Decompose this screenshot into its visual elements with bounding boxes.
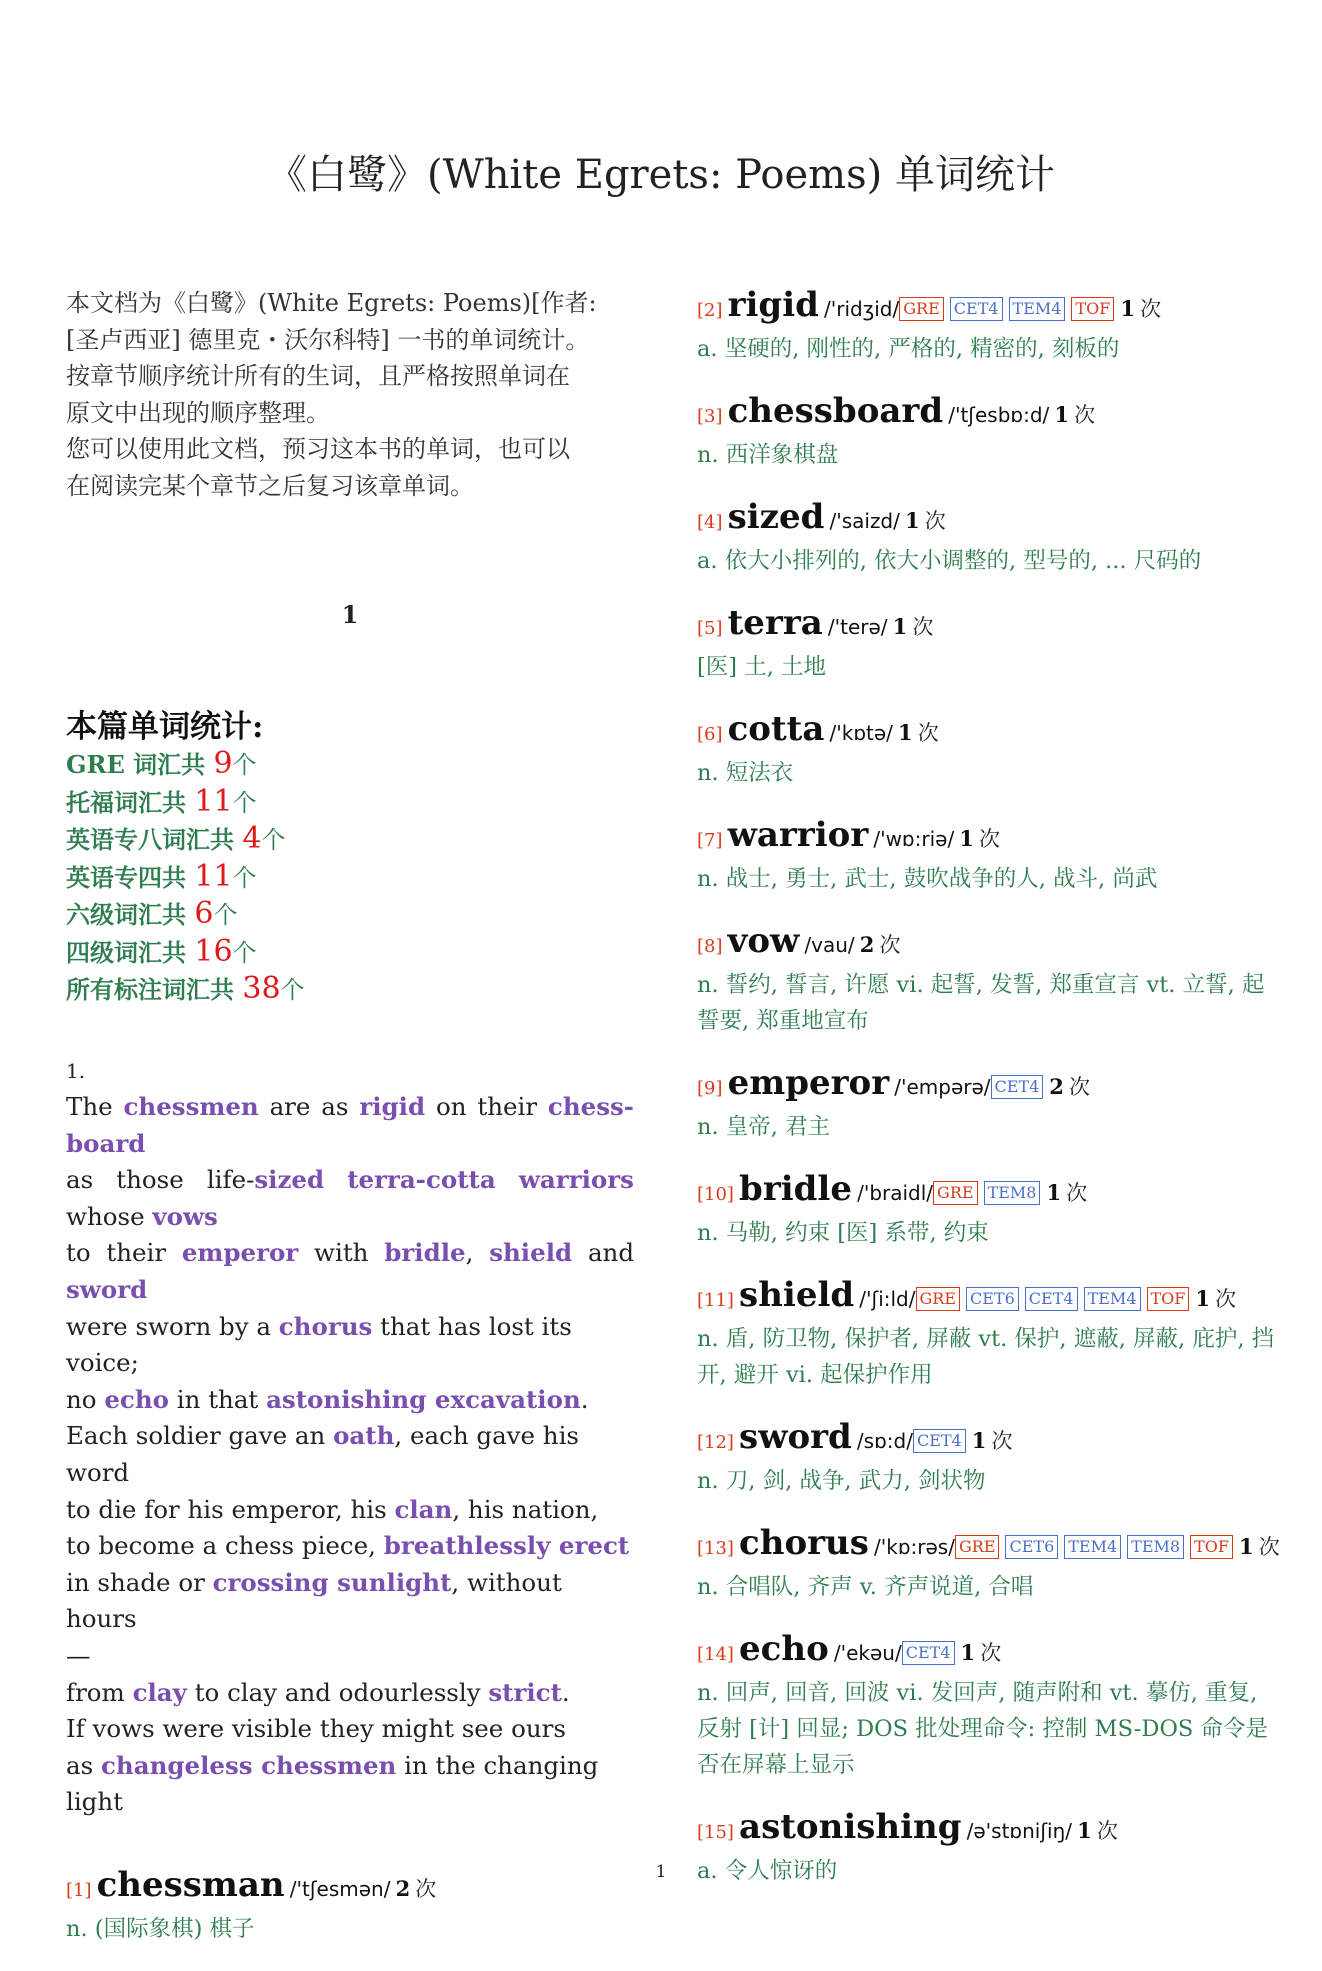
entry-phonetic: /'terə/ — [827, 615, 888, 639]
entry-count-unit: 次 — [991, 1429, 1013, 1453]
vocab-entry — [697, 1417, 1277, 1499]
entry-definition: [医] 土, 土地 — [697, 654, 827, 680]
poem-line — [66, 1565, 634, 1638]
entry-count-unit: 次 — [1215, 1287, 1237, 1311]
entry-word: sword — [739, 1417, 852, 1457]
poem-text — [324, 1165, 347, 1194]
entry-count: 1 — [959, 826, 974, 851]
poem-text: , each gave his word — [66, 1421, 579, 1488]
entry-definition: a. 坚硬的, 刚性的, 严格的, 精密的, 刻板的 — [697, 336, 1120, 362]
entry-count-unit: 次 — [1069, 1075, 1091, 1099]
entry-index: [4] — [697, 512, 723, 533]
highlighted-word: vows — [152, 1201, 218, 1231]
poem-text: to die for his emperor, his — [66, 1494, 395, 1524]
poem-text: were sworn by a — [66, 1311, 279, 1341]
vocab-entry-head — [697, 497, 1277, 543]
entry-count: 2 — [1049, 1074, 1064, 1099]
entry-word: shield — [739, 1275, 855, 1315]
vocab-entry — [697, 709, 1277, 791]
vocab-entry — [697, 1063, 1277, 1145]
page-number: 1 — [655, 1862, 667, 1882]
stats-item — [66, 971, 634, 1009]
entry-word: chessman — [96, 1864, 285, 1905]
exam-tag-badge: CET4 — [902, 1641, 955, 1665]
vocab-entry — [697, 497, 1277, 579]
exam-tag-badge: CET4 — [950, 297, 1003, 321]
poem-line — [66, 1418, 634, 1491]
vocab-entry-head — [697, 709, 1277, 755]
vocab-entry — [697, 603, 1277, 685]
entry-definition: a. 令人惊讶的 — [697, 1858, 838, 1884]
stats-label: 所有标注词汇共 — [66, 975, 243, 1004]
entry-word: rigid — [727, 285, 819, 325]
entry-word: sized — [727, 497, 825, 537]
poem-text: with — [298, 1238, 385, 1268]
entry-count: 1 — [1046, 1180, 1062, 1205]
poem-text — [496, 1165, 519, 1194]
entry-definition: n. 战士, 勇士, 武士, 鼓吹战争的人, 战斗, 尚武 — [697, 866, 1158, 892]
entry-index: [14] — [697, 1644, 734, 1665]
entry-definition: n. 回声, 回音, 回波 vi. 发回声, 随声附和 vt. 摹仿, 重复, 反射 [计] 回显; DOS 批处理命令: 控制 MS-DOS 命令是否在屏幕上显示 — [697, 1680, 1268, 1778]
stats-unit: 个 — [232, 788, 257, 817]
stats-count: 16 — [194, 933, 233, 969]
entry-definition: a. 依大小排列的, 依大小调整的, 型号的, ... 尺码的 — [697, 548, 1202, 574]
vocab-entry — [697, 921, 1277, 1039]
entry-count-unit: 次 — [980, 1641, 1002, 1665]
entry-phonetic: /'wɒ:riə/ — [873, 827, 955, 851]
entry-index: [1] — [66, 1879, 92, 1901]
exam-tag-badge: GRE — [916, 1287, 961, 1311]
exam-tag-badge: TEM4 — [1084, 1287, 1141, 1311]
exam-tag-badge: GRE — [933, 1181, 978, 1205]
highlighted-word: shield — [489, 1238, 573, 1268]
vocab-entry-head — [697, 1275, 1277, 1321]
stats-unit: 个 — [261, 826, 286, 854]
entry-index: [5] — [697, 618, 723, 639]
exam-tag-badge: TOF — [1147, 1287, 1190, 1311]
entry-count-unit: 次 — [879, 933, 901, 957]
stats-item — [66, 784, 634, 822]
stats-item — [66, 859, 634, 897]
highlighted-word: terra-cotta — [347, 1165, 496, 1195]
exam-tag-badge: GRE — [899, 297, 944, 321]
poem-line — [66, 1711, 634, 1748]
exam-tag-badge: GRE — [955, 1535, 1000, 1559]
stats-unit: 个 — [232, 863, 257, 892]
entry-count: 1 — [960, 1640, 976, 1665]
vocab-entry — [697, 1275, 1277, 1393]
poem-line — [66, 1272, 634, 1309]
entry-count: 1 — [1238, 1534, 1254, 1559]
entry-count-unit: 次 — [1258, 1535, 1280, 1559]
poem-line — [66, 1235, 634, 1272]
intro-line: 在阅读完某个章节之后复习该章单词。 — [66, 471, 474, 500]
entry-phonetic: /sɒ:d/ — [856, 1429, 913, 1453]
entry-phonetic: /'braidl/ — [857, 1181, 934, 1205]
exam-tag-badge: TOF — [1071, 297, 1114, 321]
entry-word: terra — [727, 603, 823, 643]
intro-line: 原文中出现的顺序整理。 — [66, 398, 330, 427]
exam-tag-badge: CET4 — [913, 1429, 966, 1453]
poem-text: as — [66, 1750, 101, 1780]
entry-word: vow — [727, 921, 800, 961]
poem-text: in shade or — [66, 1567, 213, 1597]
stats-label: 英语专四共 — [66, 862, 195, 892]
entry-count: 1 — [892, 614, 908, 639]
entry-definition: n. 誓约, 誓言, 许愿 vi. 起誓, 发誓, 郑重宣言 vt. 立誓, 起誓要, 郑重地宣布 — [697, 972, 1265, 1034]
vocab-entry-head — [697, 1417, 1277, 1463]
entry-definition: n. 马勒, 约束 [医] 系带, 约束 — [697, 1220, 989, 1246]
poem-text: that has lost its voice; — [66, 1311, 572, 1378]
poem-text: , — [465, 1238, 490, 1268]
entry-definition: n. 盾, 防卫物, 保护者, 屏蔽 vt. 保护, 遮蔽, 屏蔽, 庇护, 挡开, 避开 vi. 起保护作用 — [697, 1326, 1275, 1388]
entry-index: [13] — [697, 1538, 734, 1559]
highlighted-word: board — [66, 1128, 146, 1158]
vocab-entry-head — [697, 391, 1277, 437]
highlighted-word: emperor — [181, 1238, 299, 1268]
entry-count-unit: 次 — [924, 509, 946, 533]
highlighted-word: warriors — [518, 1165, 634, 1195]
poem-number: 1. — [66, 1058, 86, 1083]
highlighted-word: strict — [488, 1677, 562, 1707]
stats-label: GRE 词汇共 — [66, 750, 214, 779]
poem-text: — — [66, 1641, 91, 1670]
entry-definition: n. 西洋象棋盘 — [697, 442, 839, 468]
entry-phonetic: /'saizd/ — [829, 509, 900, 533]
intro-text — [66, 285, 634, 504]
entry-count: 2 — [859, 932, 875, 957]
exam-tag-badge: TEM4 — [1064, 1535, 1121, 1559]
entry-definition: n. 刀, 剑, 战争, 武力, 剑状物 — [697, 1468, 986, 1494]
entry-phonetic: /'kɒ:rəs/ — [874, 1535, 955, 1559]
intro-line: 按章节顺序统计所有的生词，且严格按照单词在 — [66, 362, 570, 390]
stats-count: 6 — [194, 896, 214, 931]
poem-line — [66, 1528, 634, 1565]
stats-item — [66, 746, 634, 784]
entry-index: [8] — [697, 936, 723, 957]
entry-phonetic: /'ekəu/ — [833, 1641, 902, 1665]
entry-count-unit: 次 — [979, 827, 1000, 851]
chapter-heading: 1 — [341, 600, 359, 629]
entry-phonetic: /ə'stɒniʃiŋ/ — [966, 1819, 1073, 1843]
entry-phonetic: /'tʃesmən/ — [289, 1876, 391, 1901]
poem-line — [66, 1126, 634, 1163]
vocab-entry-head — [697, 1169, 1277, 1215]
poem-text: from — [66, 1677, 133, 1707]
intro-line: 您可以使用此文档，预习这本书的单词，也可以 — [66, 435, 570, 463]
exam-tag-badge: TOF — [1190, 1535, 1233, 1559]
exam-tag-badge: TEM4 — [1009, 297, 1066, 321]
highlighted-word: chessmen — [123, 1092, 259, 1122]
entry-definition: n. (国际象棋) 棋子 — [66, 1915, 255, 1942]
highlighted-word: astonishing excavation — [266, 1384, 581, 1414]
highlighted-word: sword — [66, 1275, 148, 1305]
entry-index: [2] — [697, 300, 723, 321]
poem-text: to clay and odourlessly — [186, 1677, 489, 1707]
poem-line — [66, 1382, 634, 1419]
vocab-entry-head — [697, 1629, 1277, 1675]
entry-count-unit: 次 — [1140, 297, 1162, 321]
poem-line — [66, 1162, 634, 1199]
entry-count-unit: 次 — [415, 1876, 437, 1901]
stats-unit: 个 — [280, 976, 305, 1004]
entry-index: [3] — [697, 406, 723, 427]
entry-phonetic: /'tʃesbɒ:d/ — [948, 403, 1050, 427]
vocab-entry-head — [697, 1807, 1277, 1853]
entry-index: [12] — [697, 1432, 734, 1453]
vocab-entry — [697, 1629, 1277, 1783]
entry-index: [11] — [697, 1290, 734, 1311]
entry-count-unit: 次 — [1074, 403, 1096, 427]
poem-text: , without hours — [66, 1567, 562, 1634]
stats-label: 英语专八词汇共 — [66, 825, 243, 854]
entry-count: 1 — [1195, 1286, 1211, 1311]
entry-index: [6] — [697, 724, 723, 745]
poem-text: and — [572, 1238, 635, 1268]
vocab-entry — [697, 1523, 1280, 1605]
poem-line — [66, 1199, 634, 1236]
poem-text: The — [66, 1092, 124, 1122]
vocab-entry-head — [697, 285, 1277, 331]
entry-count: 1 — [1120, 296, 1135, 321]
highlighted-word: chess- — [547, 1092, 634, 1122]
exam-tag-badge: CET4 — [1025, 1287, 1078, 1311]
entry-phonetic: /'kɒtə/ — [829, 721, 893, 745]
entry-word: chessboard — [727, 391, 944, 431]
poem-text: . — [580, 1384, 589, 1414]
highlighted-word: clan — [394, 1494, 453, 1524]
highlighted-word: clay — [132, 1677, 187, 1707]
vocab-entry — [697, 1169, 1277, 1251]
poem-text: no — [66, 1384, 105, 1414]
left-column — [66, 285, 634, 1971]
vocab-entry-head — [697, 603, 1277, 649]
highlighted-word: breathlessly erect — [383, 1531, 630, 1561]
poem-text: to become a chess piece, — [66, 1531, 384, 1561]
exam-tag-badge: TEM8 — [984, 1181, 1041, 1205]
stats-count: 11 — [194, 783, 233, 819]
stats-count: 38 — [242, 971, 281, 1006]
entry-count-unit: 次 — [1096, 1819, 1118, 1843]
highlighted-word: oath — [333, 1421, 395, 1451]
entry-word: warrior — [727, 815, 869, 855]
entry-count: 1 — [1054, 402, 1070, 427]
poem — [66, 1053, 634, 1821]
stats-item — [66, 934, 634, 972]
entry-count: 2 — [395, 1875, 411, 1901]
intro-line: 本文档为《白鹭》(White Egrets: Poems)[作者: — [66, 289, 597, 317]
poem-text: on their — [425, 1092, 548, 1122]
vocab-entry — [697, 391, 1277, 473]
highlighted-word: chorus — [278, 1311, 373, 1341]
vocab-list-right — [697, 285, 1280, 1913]
entry-count: 1 — [971, 1428, 987, 1453]
vocab-entry-head — [697, 1523, 1280, 1569]
entry-count-unit: 次 — [912, 615, 934, 639]
vocab-entry-head — [697, 1063, 1277, 1109]
poem-line — [66, 1638, 634, 1675]
exam-tag-badge: CET6 — [966, 1287, 1019, 1311]
exam-tag-badge: CET4 — [991, 1075, 1044, 1099]
highlighted-word: sized — [254, 1165, 325, 1195]
entry-index: [7] — [697, 830, 723, 851]
stats-label: 四级词汇共 — [66, 937, 195, 967]
poem-text: , his nation, — [452, 1494, 599, 1524]
entry-word: bridle — [739, 1169, 852, 1209]
entry-count-unit: 次 — [917, 721, 939, 745]
vocab-entry — [697, 285, 1277, 367]
poem-text: in the changing light — [66, 1750, 599, 1817]
entry-definition: n. 短法衣 — [697, 760, 794, 786]
highlighted-word: changeless chessmen — [100, 1750, 397, 1780]
exam-tag-badge: CET6 — [1005, 1535, 1058, 1559]
poem-line — [66, 1748, 634, 1821]
entry-definition: n. 合唱队, 齐声 v. 齐声说道, 合唱 — [697, 1574, 1034, 1600]
poem-line — [66, 1492, 634, 1529]
poem-text: to their — [66, 1238, 182, 1268]
entry-phonetic: /'empərə/ — [894, 1075, 991, 1099]
entry-word: cotta — [727, 709, 825, 749]
vocab-entry — [697, 815, 1277, 897]
exam-tag-badge: TEM8 — [1127, 1535, 1184, 1559]
entry-phonetic: /'ridʒid/ — [823, 297, 900, 321]
entry-index: [9] — [697, 1078, 723, 1099]
entry-phonetic: /vau/ — [804, 933, 855, 957]
stats-count: 11 — [194, 858, 233, 894]
vocab-entry-head — [697, 815, 1277, 861]
entry-definition: n. 皇帝, 君主 — [697, 1114, 831, 1140]
page-title: 《白鹭》(White Egrets: Poems) 单词统计 — [267, 152, 1055, 198]
vocab-entry-head — [697, 921, 1277, 967]
entry-word: astonishing — [739, 1807, 962, 1847]
stats-count: 9 — [213, 746, 233, 781]
poem-line — [66, 1089, 634, 1126]
stats-label: 托福词汇共 — [66, 787, 195, 817]
poem-line — [66, 1309, 634, 1382]
highlighted-word: rigid — [359, 1092, 426, 1122]
entry-word: chorus — [739, 1523, 869, 1563]
entry-word: emperor — [727, 1063, 890, 1103]
stats-unit: 个 — [213, 901, 238, 929]
stats-list — [66, 746, 634, 1009]
entry-count: 1 — [904, 508, 920, 533]
entry-index: [15] — [697, 1822, 734, 1843]
poem-text: . — [561, 1677, 570, 1707]
poem-text: as those life- — [66, 1165, 255, 1195]
entry-phonetic: /'ʃi:ld/ — [859, 1287, 916, 1311]
entry-count: 1 — [898, 720, 913, 745]
poem-text: If vows were visible they might see ours — [66, 1714, 566, 1744]
poem-text: whose — [66, 1201, 153, 1231]
highlighted-word: echo — [104, 1384, 169, 1414]
stats-unit: 个 — [232, 938, 257, 967]
stats-label: 六级词汇共 — [66, 900, 195, 929]
entry-index: [10] — [697, 1184, 734, 1205]
highlighted-word: bridle — [384, 1238, 466, 1268]
intro-line: [圣卢西亚] 德里克・沃尔科特] 一书的单词统计。 — [66, 325, 590, 354]
entry-count: 1 — [1077, 1818, 1092, 1843]
stats-item — [66, 821, 634, 859]
poem-text: are as — [258, 1092, 360, 1122]
entry-count-unit: 次 — [1066, 1181, 1088, 1205]
poem-text: in that — [169, 1384, 267, 1414]
stats-unit: 个 — [232, 751, 257, 779]
stats-item — [66, 896, 634, 934]
stats-title: 本篇单词统计: — [66, 709, 264, 745]
poem-line — [66, 1675, 634, 1712]
stats-count: 4 — [242, 821, 262, 856]
entry-word: echo — [739, 1629, 829, 1669]
poem-text: Each soldier gave an — [66, 1421, 334, 1451]
highlighted-word: crossing sunlight — [212, 1567, 452, 1597]
